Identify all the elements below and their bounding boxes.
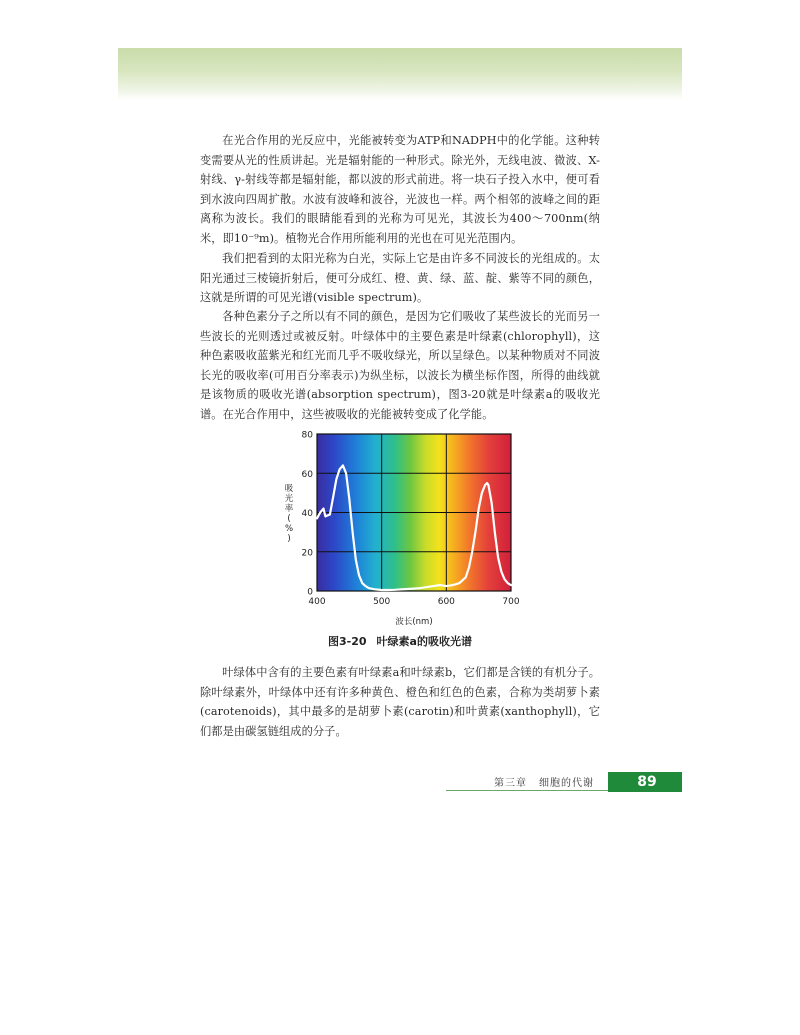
absorption-spectrum-chart <box>262 428 538 633</box>
footer-chapter <box>494 774 594 789</box>
x-tick-label: 400 <box>308 597 326 607</box>
body-paragraph: 叶绿体中含有的主要色素有叶绿素a和叶绿素b，它们都是含镁的有机分子。除叶绿素外，叶绿体中还有许多种黄色、橙色和红色的色素，合称为类胡萝卜素(carotenoids)，其中最多的是胡萝卜素(carotin)和叶黄素(xanthophyll)，它们都是由碳氢链组成的分子。 <box>200 666 600 738</box>
figure-caption <box>262 633 538 649</box>
x-tick-label: 500 <box>373 597 391 607</box>
absorption-spectrum-figure <box>262 428 538 654</box>
chapter-title: 细胞的代谢 <box>539 778 594 789</box>
y-tick-label: 60 <box>301 469 313 480</box>
y-tick-label: 20 <box>301 548 313 559</box>
footer-rule <box>446 790 612 791</box>
figure-number: 图3-20 <box>328 635 367 648</box>
chapter-number: 第三章 <box>494 778 527 789</box>
figure-caption-text: 叶绿素a的吸收光谱 <box>376 635 472 648</box>
x-tick-label: 700 <box>502 597 520 607</box>
body-paragraph: 各种色素分子之所以有不同的颜色，是因为它们吸收了某些波长的光而另一些波长的光则透过或被反射。叶绿体中的主要色素是叶绿素(chlorophyll)，这种色素吸收蓝紫光和红光而几乎不吸收绿光，所以呈绿色。以某种物质对不同波长光的吸收率(可用百分率表示)为纵坐标，以波长为横坐标作图，所得的曲线就是该物质的吸收光谱(absorption spectrum)，图3-20就是叶绿素a的吸收光谱。在光合作用中，这些被吸收的光能被转变成了化学能。 <box>200 310 600 421</box>
y-tick-label: 0 <box>307 587 313 598</box>
x-tick-label: 600 <box>437 597 455 607</box>
y-axis-label: 吸光率( % ) <box>284 484 294 544</box>
body-paragraph: 我们把看到的太阳光称为白光，实际上它是由许多不同波长的光组成的。太阳光通过三棱镜折射后，便可分成红、橙、黄、绿、蓝、靛、紫等不同的颜色，这就是所谓的可见光谱(visible spectrum)。 <box>200 252 600 305</box>
body-paragraph: 在光合作用的光反应中，光能被转变为ATP和NADPH中的化学能。这种转变需要从光的性质讲起。光是辐射能的一种形式。除光外，无线电波、微波、X-射线、γ-射线等都是辐射能，都以波的形式前进。将一块石子投入水中，便可看到水波向四周扩散。水波有波峰和波谷，光波也一样。两个相邻的波峰之间的距离称为波长。我们的眼睛能看到的光称为可见光，其波长为400～700nm(纳米，即10⁻⁹m)。植物光合作用所能利用的光也在可见光范围内。 <box>200 134 600 245</box>
x-axis-label: 波长(nm) <box>395 617 433 627</box>
page-number: 89 <box>612 772 682 792</box>
y-tick-label: 80 <box>301 430 313 441</box>
header-band <box>118 48 682 100</box>
y-tick-label: 40 <box>301 509 313 519</box>
